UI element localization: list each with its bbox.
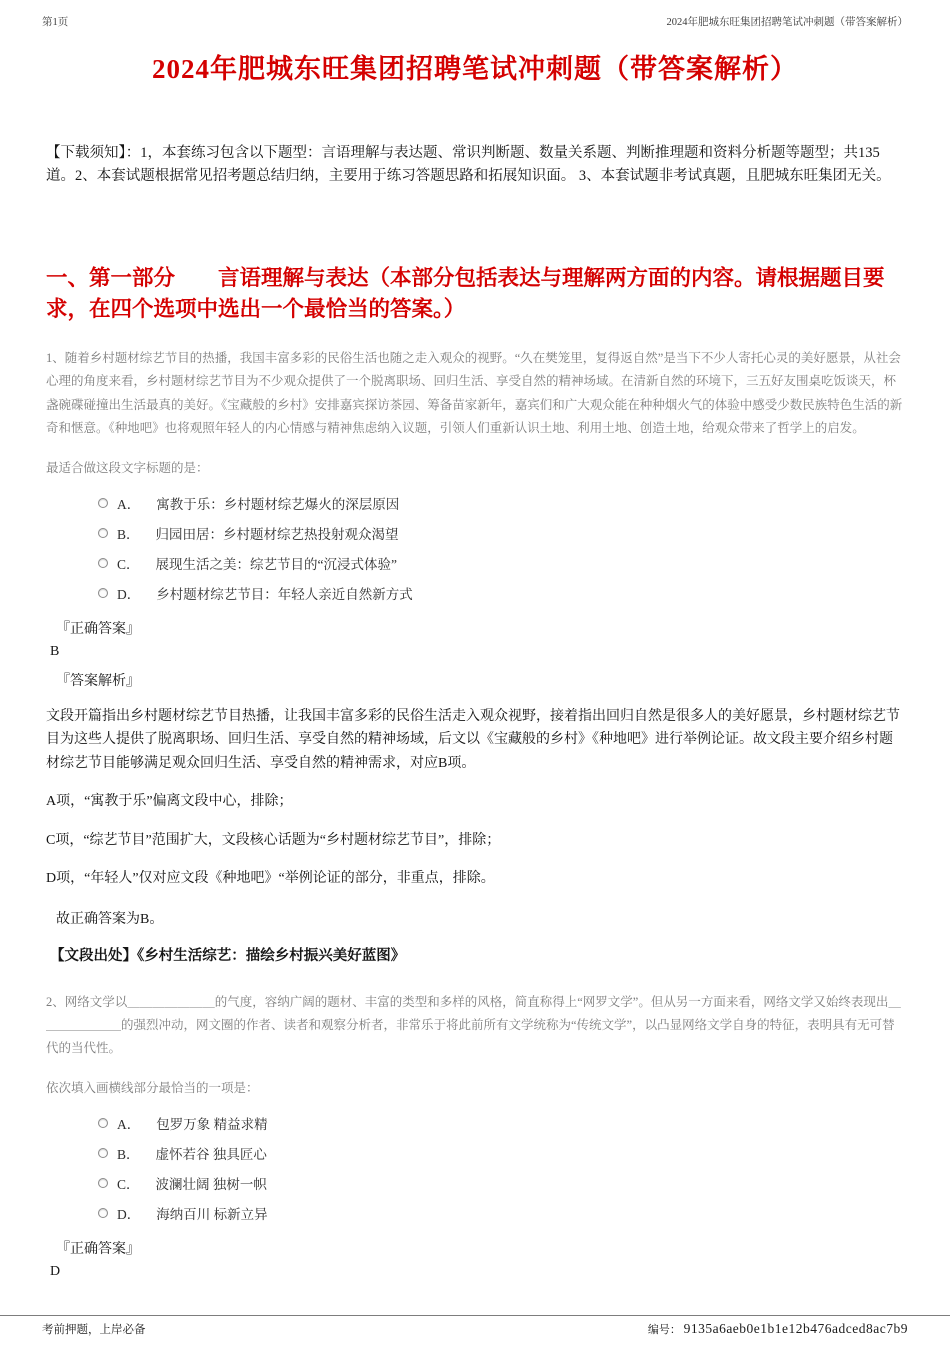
- download-notice: 【下载须知】：1，本套练习包含以下题型：言语理解与表达题、常识判断题、数量关系题、判断推理题和资料分析题等题型；共135道。2、本套试题根据常见招考题总结归纳，主要用于练习答题思路和拓展知识面。 3、本套试题非考试真题，且肥城东旺集团无关。: [46, 145, 891, 185]
- option-text: 寓教于乐：乡村题材综艺爆火的深层原因: [156, 496, 400, 512]
- correct-answer-label: 『正确答案』: [56, 621, 140, 637]
- option-letter: C．: [117, 556, 140, 572]
- passage-source: 【文段出处】《乡村生活综艺：描绘乡村振兴美好蓝图》: [50, 947, 406, 964]
- radio-button[interactable]: [98, 498, 108, 508]
- option-row-d: [98, 1198, 904, 1228]
- footer-slogan: 考前押题，上岸必备: [42, 1324, 146, 1336]
- option-letter: D．: [117, 586, 141, 602]
- option-text: 虚怀若谷 独具匠心: [155, 1147, 267, 1163]
- radio-button[interactable]: [98, 528, 108, 538]
- analysis-option-d: D项，“年轻人”仅对应文段《种地吧》“举例论证的部分，非重点，排除。: [46, 871, 495, 887]
- option-text: 包罗万象 精益求精: [156, 1117, 268, 1133]
- header-doc-title: 2024年肥城东旺集团招聘笔试冲刺题（带答案解析）: [666, 17, 908, 28]
- option-letter: B．: [117, 1147, 140, 1163]
- radio-button[interactable]: [98, 1118, 108, 1128]
- option-row-c: [98, 548, 904, 578]
- option-text: 归园田居：乡村题材综艺热投射观众渴望: [155, 526, 399, 542]
- option-letter: B．: [117, 526, 140, 542]
- question-2-options: [98, 1108, 904, 1228]
- page-header: [0, 0, 950, 29]
- section-heading: 一、第一部分 言语理解与表达（本部分包括表达与理解两方面的内容。请根据题目要求，在四个选项中选出一个最恰当的答案。）: [46, 265, 885, 322]
- option-letter: D．: [117, 1207, 141, 1223]
- option-row-a: [98, 1108, 904, 1138]
- footer-serial: [648, 1321, 908, 1337]
- analysis-paragraph: 文段开篇指出乡村题材综艺节目热播，让我国丰富多彩的民俗生活走入观众视野，接着指出回归自然是很多人的美好愿景，乡村题材综艺节目为这些人提供了脱离职场、回归生活、享受自然的精神场域，后文以《宝藏般的乡村》《种地吧》进行举例论证。故文段主要介绍乡村题材综艺节目能够满足观众回归生活、享受自然的精神需求，对应B项。: [46, 708, 900, 771]
- question-1-options: [98, 488, 904, 608]
- serial-code: 9135a6aeb0e1b1e12b476adced8ac7b9: [683, 1321, 908, 1336]
- correct-answer-value: B: [50, 643, 60, 659]
- analysis-option-a: A项，“寓教于乐”偏离文段中心，排除；: [46, 794, 293, 810]
- option-row-b: [98, 1138, 904, 1168]
- question-1-prompt: 最适合做这段文字标题的是：: [46, 460, 209, 475]
- analysis-conclusion: 故正确答案为B。: [56, 911, 164, 927]
- question-2-stem: 2、网络文学以＿＿＿＿＿＿＿的气度，容纳广阔的题材、丰富的类型和多样的风格，简直称得上“网罗文学”。但从另一方面来看，网络文学又始终表现出＿＿＿＿＿＿＿的强烈冲动，网文圈的作者、读者和观察分析者，非常乐于将此前所有文学统称为“传统文学”，以凸显网络文学自身的特征，表明具有无可替代的当代性。: [46, 994, 901, 1056]
- option-row-a: [98, 488, 904, 518]
- option-row-d: [98, 578, 904, 608]
- page-footer: [0, 1315, 950, 1337]
- question-2-prompt: 依次填入画横线部分最恰当的一项是：: [46, 1081, 259, 1096]
- option-text: 波澜壮阔 独树一帜: [155, 1177, 267, 1193]
- option-text: 乡村题材综艺节目：年轻人亲近自然新方式: [156, 586, 413, 602]
- option-text: 展现生活之美：综艺节目的“沉浸式体验”: [155, 556, 397, 572]
- serial-label: 编号：: [647, 1324, 681, 1336]
- page-number: 第1页: [42, 17, 69, 28]
- radio-button[interactable]: [98, 588, 108, 598]
- correct-answer-label: 『正确答案』: [56, 1242, 140, 1258]
- option-text: 海纳百川 标新立异: [156, 1207, 268, 1223]
- option-letter: A．: [117, 1117, 141, 1133]
- option-letter: A．: [117, 496, 141, 512]
- analysis-label: 『答案解析』: [56, 673, 140, 689]
- radio-button[interactable]: [98, 1178, 108, 1188]
- radio-button[interactable]: [98, 1148, 108, 1158]
- option-row-c: [98, 1168, 904, 1198]
- radio-button[interactable]: [98, 1208, 108, 1218]
- document-title: 2024年肥城东旺集团招聘笔试冲刺题（带答案解析）: [152, 54, 798, 84]
- radio-button[interactable]: [98, 558, 108, 568]
- question-1-stem: 1、随着乡村题材综艺节目的热播，我国丰富多彩的民俗生活也随之走入观众的视野。“久在樊笼里，复得返自然”是当下不少人寄托心灵的美好愿景，从社会心理的角度来看，乡村题材综艺节目为不少观众提供了一个脱离职场、回归生活、享受自然的精神场域。在清新自然的环境下，三五好友围桌吃饭谈天，杯盏碗碟碰撞出生活最真的美好。《宝藏般的乡村》安排嘉宾探访茶园、筹备苗家新年，嘉宾们和广大观众能在种种烟火气的体验中感受少数民族特色生活的新奇和惬意。《种地吧》也将观照年轻人的内心情感与精神焦虑纳入议题，引领人们重新认识土地、利用土地、创造土地，给观众带来了哲学上的启发。: [46, 351, 903, 435]
- analysis-option-c: C项，“综艺节目”范围扩大，文段核心话题为“乡村题材综艺节目”，排除；: [46, 832, 501, 848]
- option-letter: C．: [117, 1177, 140, 1193]
- option-row-b: [98, 518, 904, 548]
- correct-answer-value: D: [50, 1264, 61, 1280]
